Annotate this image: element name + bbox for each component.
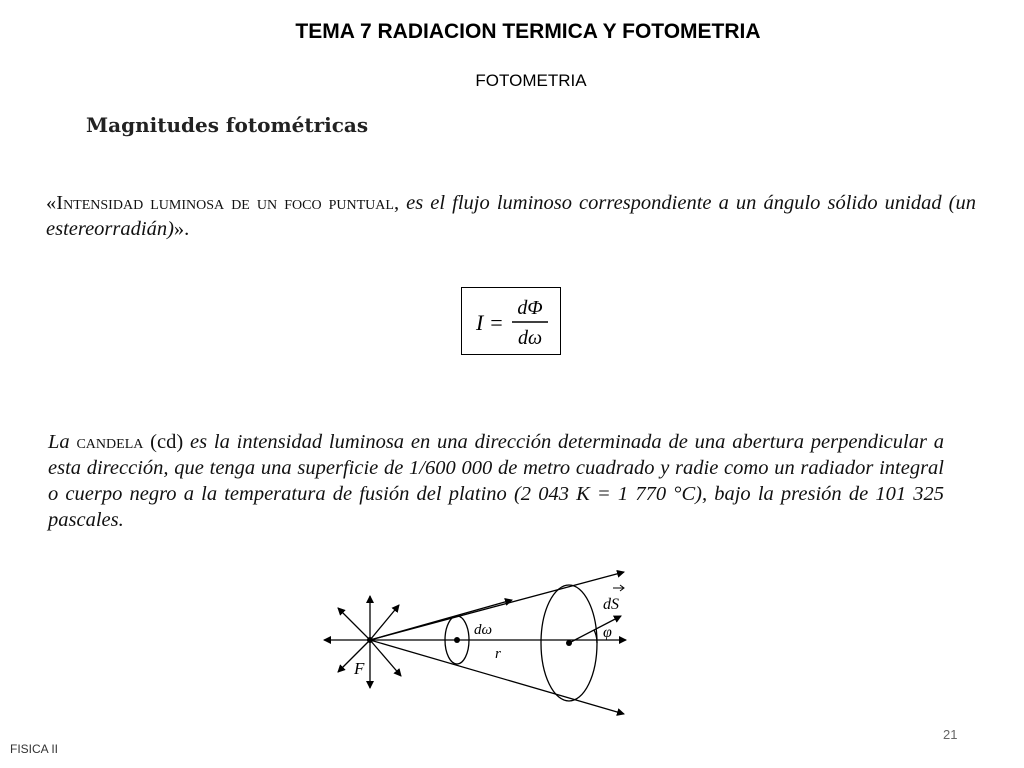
close-quote: ». bbox=[173, 218, 190, 240]
candela-body: es la intensidad luminosa en una dirección determinada de una abertura perpendicular a esta dirección, que tenga una superficie de 1/600 000 de metro cuadrado y radie como un radiador integral o cuerpo negro a la temperatura de fusión del platino (2 043 K = 1 770 °C), bajo la presión de 101 325 pascales. bbox=[48, 431, 944, 531]
intensity-body: es el flujo luminoso correspondiente a un ángulo sólido unidad (un estereorradián) bbox=[46, 192, 976, 240]
section-heading: Magnitudes fotométricas bbox=[86, 113, 369, 137]
page-number: 21 bbox=[943, 727, 958, 742]
surface-label: dS bbox=[603, 596, 619, 613]
formula-numerator: dΦ bbox=[517, 297, 543, 319]
slide-subtitle: FOTOMETRIA bbox=[475, 71, 587, 90]
candela-term: candela bbox=[76, 431, 144, 453]
section-center bbox=[454, 637, 460, 643]
term-comma: , bbox=[393, 192, 400, 214]
ray-up-left bbox=[338, 608, 370, 640]
ray-up-right bbox=[370, 605, 399, 640]
formula-denominator: dω bbox=[517, 327, 543, 349]
angle-label: φ bbox=[603, 624, 612, 641]
candela-unit: (cd) bbox=[143, 431, 184, 453]
slide-title: TEMA 7 RADIACION TERMICA Y FOTOMETRIA bbox=[295, 20, 761, 43]
surface-center bbox=[566, 640, 572, 646]
intensity-formula bbox=[461, 287, 561, 355]
intensity-term: Intensidad luminosa de un foco puntual bbox=[56, 192, 394, 214]
open-quote: « bbox=[46, 192, 57, 214]
candela-definition bbox=[48, 429, 944, 533]
radius-label: r bbox=[495, 646, 501, 662]
solid-angle-diagram bbox=[318, 568, 638, 718]
ray-down-right bbox=[370, 640, 401, 676]
vector-arrow-icon bbox=[613, 585, 624, 591]
course-name: FISICA II bbox=[10, 742, 59, 756]
source-point bbox=[367, 637, 373, 643]
solid-angle-label: dω bbox=[474, 622, 493, 638]
source-label: F bbox=[354, 659, 365, 678]
intensity-definition bbox=[46, 190, 976, 242]
candela-intro: La bbox=[48, 431, 77, 453]
formula-lhs: I = bbox=[476, 310, 504, 335]
